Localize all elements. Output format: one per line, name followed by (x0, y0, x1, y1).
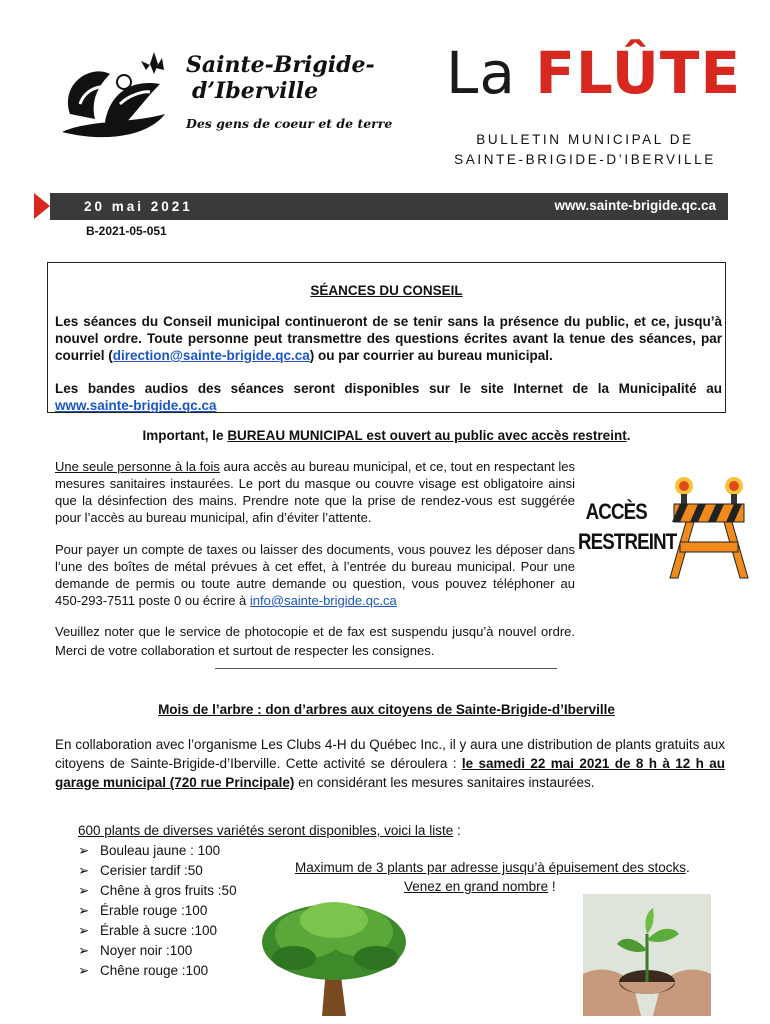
municipality-logo-icon (50, 44, 180, 146)
arbre-body-text: En collaboration avec l’organisme Les Clubs 4-H du Québec Inc., il y aura une distribution de plants gratuits aux citoyens de Sainte-Brigide-d’Iberville. Cette activité se déroulera : (55, 737, 725, 771)
plants-list-intro (78, 823, 461, 838)
acces-line2: RESTREINT (578, 529, 677, 554)
maximum-note (295, 860, 690, 875)
list-item: ➢ Cerisier tardif :50 (78, 861, 237, 881)
logo-tagline: Des gens de coeur et de terre (186, 116, 393, 131)
venez-text: Venez en grand nombre (404, 879, 549, 894)
title-flute: FLÛTE (535, 39, 742, 107)
bar-arrow-icon (34, 193, 50, 219)
venez-end: ! (548, 879, 556, 894)
website-link[interactable]: www.sainte-brigide.qc.ca (554, 198, 716, 213)
bureau-paragraph-2 (55, 541, 575, 609)
bulletin-line1: BULLETIN MUNICIPAL DE (476, 132, 694, 147)
plants-list (78, 841, 237, 981)
logo-name (186, 52, 375, 104)
bulletin-subtitle (440, 130, 730, 170)
bureau-important-heading (47, 428, 726, 443)
list-item: ➢ Noyer noir :100 (78, 941, 237, 961)
venez-note (404, 879, 556, 894)
conseil-p2-text: Les bandes audios des séances seront disponibles sur le site Internet de la Municipalité au (55, 381, 722, 396)
bulletin-line2: SAINTE-BRIGIDE-D’IBERVILLE (454, 152, 716, 167)
tree-illustration (254, 898, 414, 1018)
bulletin-title (446, 38, 741, 108)
arbre-title: Mois de l’arbre : don d’arbres aux citoyens de Sainte-Brigide-d’Iberville (158, 702, 615, 717)
bureau-p1-text: aura accès au bureau municipal, et ce, tout en respectant les mesures sanitaires instaurées. Le port du masque ou couvre visage est obligatoire ainsi que la désinfection des mains. Prendre note que la prise de rendez-vous est suggérée pour l’accès au bureau municipal, afin d’éviter l’attente. (55, 459, 575, 525)
title-la: La (446, 39, 516, 107)
arbre-body-end: en considérant les mesures sanitaires instaurées. (294, 775, 595, 790)
acces-restreint-label (578, 497, 677, 557)
list-intro-end: : (453, 823, 461, 838)
conseil-title: SÉANCES DU CONSEIL (310, 283, 463, 298)
bureau-p2-text: Pour payer un compte de taxes ou laisser des documents, vous pouvez les déposer dans l’une des boîtes de métal prévues à cet effet, à l’entrée du bureau municipal. Pour une demande de permis ou toute autre demande ou question, vous pouvez téléphoner au 450-293-7511 poste 0 ou écrire à (55, 542, 575, 608)
one-person-text: Une seule personne à la fois (55, 459, 220, 474)
seedling-hands-photo (583, 894, 711, 1016)
important-underlined: BUREAU MUNICIPAL est ouvert au public avec accès restreint (227, 428, 627, 443)
important-suffix: . (626, 428, 631, 443)
bureau-paragraph-3: Veuillez noter que le service de photocopie et de fax est suspendu jusqu’à nouvel ordre. Merci de votre collaboration et surtout de respecter les consignes. (55, 624, 575, 658)
maximum-text: Maximum de 3 plants par adresse jusqu’à épuisement des stocks (295, 860, 686, 875)
arbre-paragraph (55, 735, 725, 792)
list-item: ➢ Chêne à gros fruits :50 (78, 881, 237, 901)
logo-name-line2: d’Iberville (192, 78, 319, 104)
important-prefix: Important, le (142, 428, 228, 443)
list-item: ➢ Érable rouge :100 (78, 901, 237, 921)
list-item: ➢ Érable à sucre :100 (78, 921, 237, 941)
bureau-paragraph-1 (55, 458, 575, 526)
direction-email-link[interactable]: direction@sainte-brigide.qc.ca (112, 348, 310, 363)
issue-date: 20 mai 2021 (84, 199, 193, 214)
conseil-website-link[interactable]: www.sainte-brigide.qc.ca (55, 398, 217, 413)
section-divider (215, 668, 557, 669)
info-email-link[interactable]: info@sainte-brigide.qc.ca (249, 593, 397, 608)
list-item: ➢ Chêne rouge :100 (78, 961, 237, 981)
issue-reference: B-2021-05-051 (86, 224, 167, 238)
conseil-p1-end: ) ou par courrier au bureau municipal. (309, 348, 553, 363)
arbre-date-location: le samedi 22 mai 2021 de 8 h à 12 h au garage municipal (720 rue Principale) (55, 756, 725, 790)
list-intro-underlined: 600 plants de diverses variétés seront disponibles, voici la liste (78, 823, 454, 838)
logo-name-line1: Sainte-Brigide- (186, 52, 375, 78)
acces-line1: ACCÈS (585, 499, 647, 524)
list-item: ➢ Bouleau jaune : 100 (78, 841, 237, 861)
conseil-paragraph-2 (55, 380, 722, 414)
conseil-paragraph-1 (55, 313, 722, 364)
road-barrier-icon (668, 470, 750, 580)
maximum-end: . (685, 860, 690, 875)
conseil-p1-text: Les séances du Conseil municipal continueront de se tenir sans la présence du public, et ce, jusqu’à nouvel ordre. Toute personne peut transmettre des questions écrites avant la tenue des séances, par courriel ( (55, 314, 722, 363)
